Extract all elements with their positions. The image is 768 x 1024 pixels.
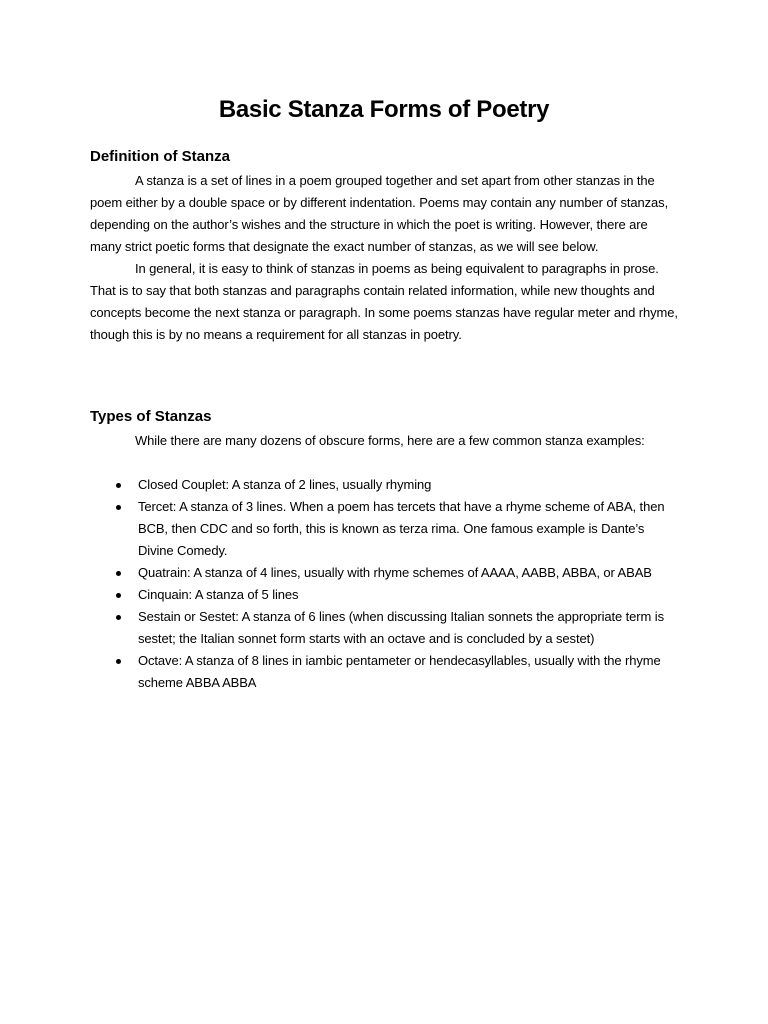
list-item-text: Tercet: A stanza of 3 lines. When a poem has tercets that have a rhyme scheme of ABA, then BCB, then CDC and so forth, this is known as terza rima. One famous example is Dante’s Divine Comedy. — [138, 499, 665, 558]
list-item-text: Sestain or Sestet: A stanza of 6 lines (when discussing Italian sonnets the appropriate term is sestet; the Italian sonnet form starts with an octave and is concluded by a sestet) — [138, 609, 664, 646]
list-item — [90, 606, 680, 650]
bullet-icon — [116, 571, 121, 576]
list-item — [90, 584, 680, 606]
list-item — [90, 496, 680, 562]
list-item-text: Quatrain: A stanza of 4 lines, usually with rhyme schemes of AAAA, AABB, ABBA, or ABAB — [138, 565, 652, 580]
section-heading-types: Types of Stanzas — [90, 408, 212, 425]
types-intro — [90, 430, 680, 452]
document-title: Basic Stanza Forms of Poetry — [218, 96, 550, 123]
stanza-types-list — [90, 474, 680, 694]
list-item — [90, 562, 680, 584]
list-item-text: Closed Couplet: A stanza of 2 lines, usually rhyming — [138, 477, 432, 492]
bullet-icon — [116, 505, 121, 510]
paragraph: In general, it is easy to think of stanzas in poems as being equivalent to paragraphs in prose. That is to say that both stanzas and paragraphs contain related information, while new thoughts and concepts become the next stanza or paragraph. In some poems stanzas have regular meter and rhyme, though this is by no means a requirement for all stanzas in poetry. — [90, 261, 678, 342]
definition-body — [90, 170, 680, 346]
paragraph: A stanza is a set of lines in a poem grouped together and set apart from other stanzas in the poem either by a double space or by different indentation. Poems may contain any number of stanzas, depending on the author’s wishes and the structure in which the poet is writing. However, there are many strict poetic forms that designate the exact number of stanzas, as we will see below. — [90, 173, 669, 254]
list-item-text: Cinquain: A stanza of 5 lines — [138, 587, 299, 602]
list-item-text: Octave: A stanza of 8 lines in iambic pentameter or hendecasyllables, usually with the rhyme scheme ABBA ABBA — [138, 653, 661, 690]
bullet-icon — [116, 615, 121, 620]
paragraph: While there are many dozens of obscure forms, here are a few common stanza examples: — [135, 433, 645, 448]
section-heading-definition: Definition of Stanza — [90, 148, 230, 165]
bullet-icon — [116, 593, 121, 598]
bullet-icon — [116, 483, 121, 488]
list-item — [90, 474, 680, 496]
bullet-icon — [116, 659, 121, 664]
list-item — [90, 650, 680, 694]
